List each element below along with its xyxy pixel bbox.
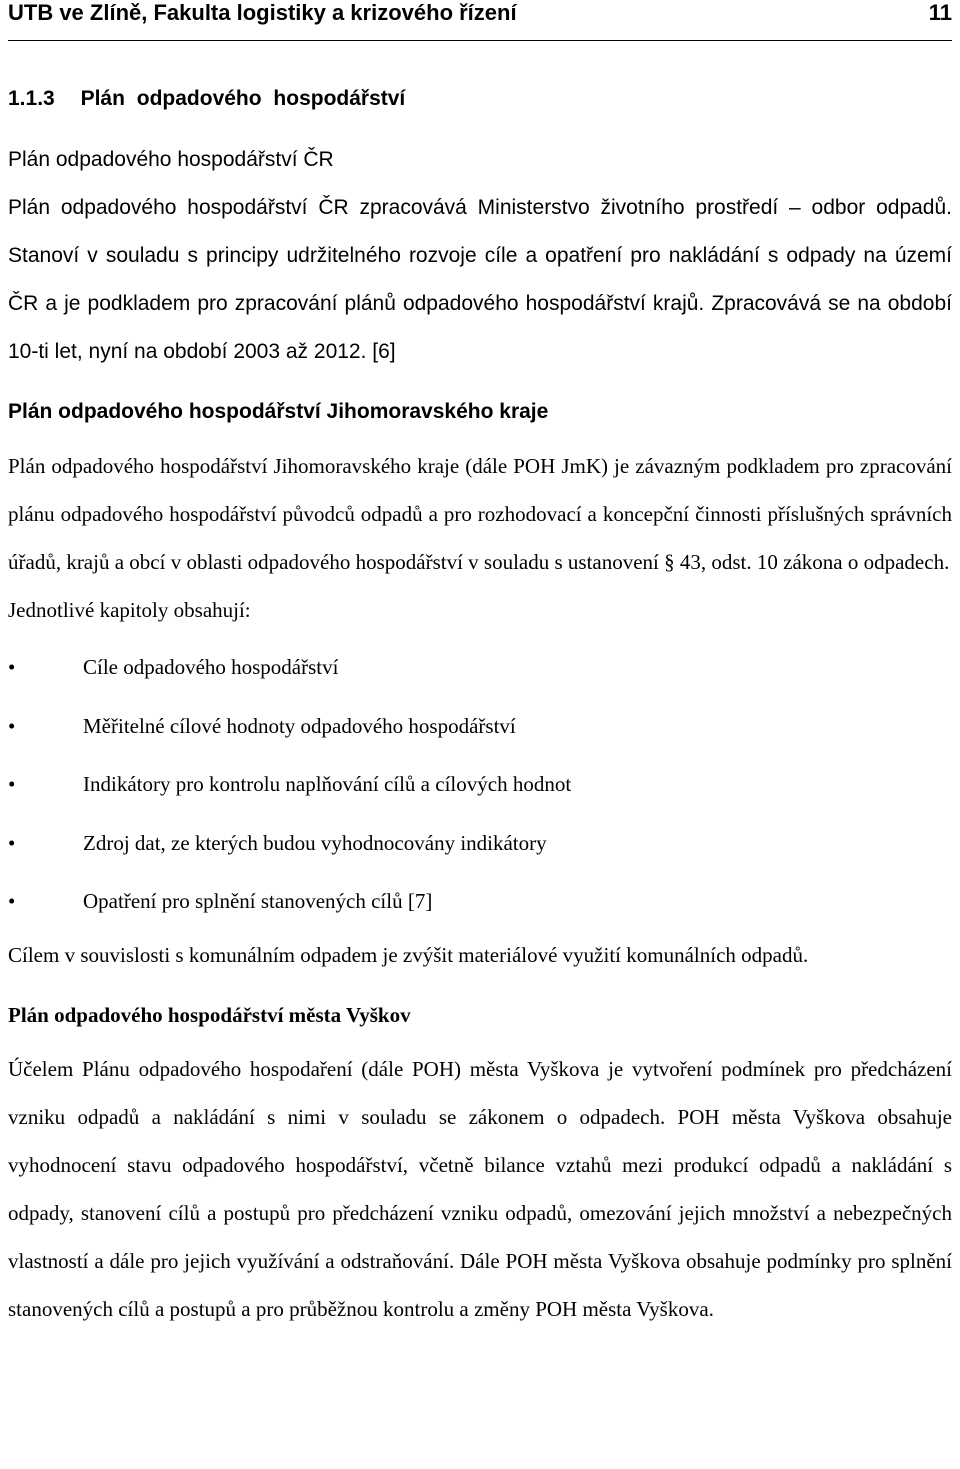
section-number: 1.1.3 — [8, 87, 55, 110]
section-heading — [8, 80, 952, 118]
bullet-icon: • — [8, 889, 16, 913]
subheading-cr: Plán odpadového hospodářství ČR — [8, 148, 334, 171]
subheading-vyskov: Plán odpadového hospodářství města Vyškov — [8, 1002, 411, 1027]
list-item: • Cíle odpadového hospodářství — [8, 638, 952, 697]
bullet-icon: • — [8, 830, 16, 855]
list-item: • Zdroj dat, ze kterých budou vyhodnocovány indikátory — [8, 814, 952, 873]
paragraph-closing: Cílem v souvislosti s komunálním odpadem je zvýšit materiálové využití komunálních odpadů. — [8, 942, 809, 967]
subheading-jmk: Plán odpadového hospodářství Jihomoravského kraje — [8, 400, 549, 423]
bullet-icon: • — [8, 655, 16, 679]
header-title: UTB ve Zlíně, Fakulta logistiky a krizového řízení — [8, 0, 517, 25]
page-number: 11 — [928, 0, 952, 25]
paragraph-jmk: Plán odpadového hospodářství Jihomoravského kraje (dále POH JmK) je závazným podkladem pro zpracování plánu odpadového hospodářství původců odpadů a pro rozhodovací a koncepční činnosti příslušných správních úřadů, krajů a obcí v oblasti odpadového hospodářství v souladu s ustanovení § 43, odst. 10 zákona o odpadech. — [8, 454, 952, 574]
list-item: • Indikátory pro kontrolu naplňování cílů a cílových hodnot — [8, 755, 952, 814]
document-body — [8, 80, 952, 1333]
chapter-list — [8, 638, 952, 931]
section-title: Plán odpadového hospodářství — [80, 87, 406, 110]
bullet-icon: • — [8, 713, 16, 738]
list-item: • Měřitelné cílové hodnoty odpadového hospodářství — [8, 697, 952, 756]
page-header — [8, 0, 952, 41]
bullet-icon: • — [8, 772, 16, 796]
paragraph-cr: Plán odpadového hospodářství ČR zpracovává Ministerstvo životního prostředí – odbor odpadů. Stanoví v souladu s principy udržitelného rozvoje cíle a opatření pro nakládání s odpady na území ČR a je podkladem pro zpracování plánů odpadového hospodářství krajů. Zpracovává se na období 10-ti let, nyní na období 2003 až 2012. [6] — [8, 196, 952, 363]
paragraph-vyskov: Účelem Plánu odpadového hospodaření (dále POH) města Vyškova je vytvoření podmínek pro předcházení vzniku odpadů a nakládání s nimi v souladu se zákonem o odpadech. POH města Vyškova obsahuje vyhodnocení stavu odpadového hospodářství, včetně bilance vztahů mezi produkcí odpadů a nakládání s odpady, stanovení cílů a postupů pro předcházení vzniku odpadů, omezování jejich množství a nebezpečných vlastností a dále pro jejich využívání a odstraňování. Dále POH města Vyškova obsahuje podmínky pro splnění stanovených cílů a postupů a pro průběžnou kontrolu a změny POH města Vyškova. — [8, 1056, 952, 1321]
list-intro: Jednotlivé kapitoly obsahují: — [8, 598, 251, 622]
list-item: • Opatření pro splnění stanovených cílů [7] — [8, 872, 952, 931]
